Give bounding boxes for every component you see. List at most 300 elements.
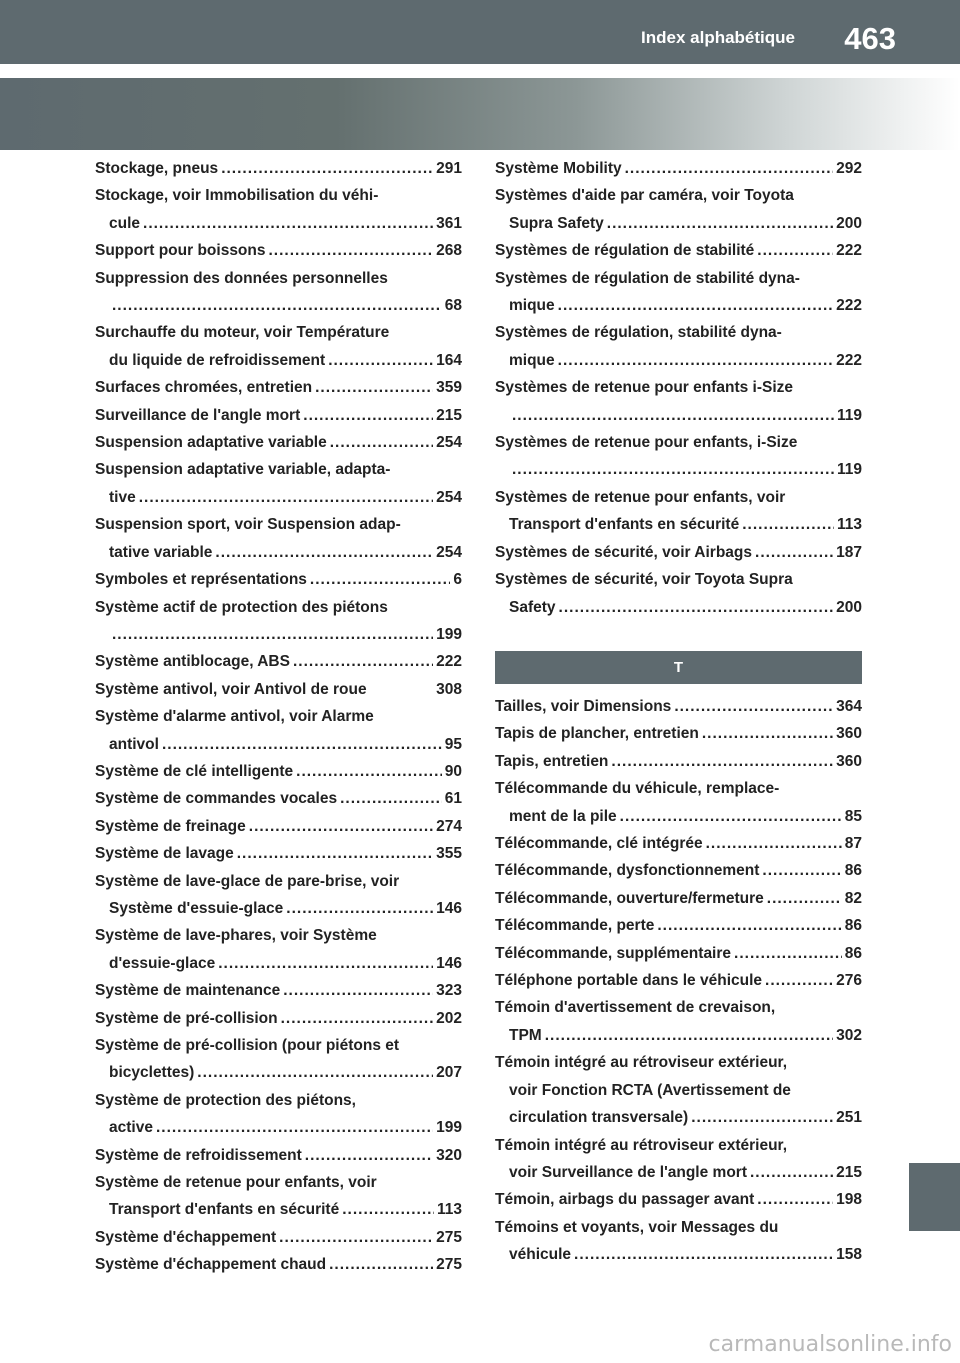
- dot-leader: [237, 840, 433, 867]
- index-entry-text: antivol: [109, 735, 159, 753]
- index-entry: [495, 237, 862, 264]
- index-entry-line: [95, 1114, 462, 1141]
- page-number: 463: [844, 21, 896, 56]
- index-entry-line: [95, 210, 462, 237]
- index-entry-line: Systèmes de retenue pour enfants i-Size: [495, 379, 794, 397]
- dot-leader: [512, 456, 834, 483]
- index-entry-text: Surveillance de l'angle mort: [95, 406, 301, 424]
- index-entry-page: 86: [844, 862, 862, 880]
- index-entry-text: mique: [509, 351, 555, 369]
- index-entry-text: Système d'essuie-glace: [109, 899, 284, 917]
- index-entry: [495, 775, 862, 830]
- index-entry-text: tative variable: [109, 543, 213, 561]
- index-entry-text: Télécommande, supplémentaire: [495, 944, 732, 962]
- dot-leader: [767, 885, 842, 912]
- index-entry-page: 146: [436, 899, 462, 917]
- index-entry-line: Systèmes d'aide par caméra, voir Toyota: [495, 187, 794, 205]
- index-entry-text: Télécommande, clé intégrée: [495, 835, 703, 853]
- section-header-t: T: [495, 651, 862, 684]
- index-entry-line: [95, 840, 462, 867]
- index-entry-page: 202: [436, 1009, 462, 1027]
- index-entry-line: Systèmes de sécurité, voir Toyota Supra: [495, 571, 793, 589]
- index-entry: [495, 748, 862, 775]
- index-entry-page: 364: [836, 698, 862, 715]
- index-entry-line: [495, 830, 862, 857]
- index-entry: [495, 857, 862, 884]
- index-entry-text: Système d'échappement: [95, 1228, 277, 1246]
- index-entry-page: 359: [436, 379, 462, 397]
- index-entry: [495, 1132, 862, 1187]
- index-entry-line: [495, 940, 862, 967]
- index-entry-line: [95, 648, 462, 675]
- index-entry-page: 87: [844, 835, 862, 853]
- index-entry-line: [95, 1251, 462, 1278]
- dot-leader: [281, 1005, 434, 1032]
- index-entry: [95, 237, 462, 264]
- index-entry-text: Système de lavage: [95, 845, 234, 863]
- index-entry-line: Télécommande du véhicule, remplace-: [495, 780, 780, 798]
- index-entry-line: Systèmes de régulation, stabilité dyna-: [495, 324, 782, 342]
- index-entry-text: Transport d'enfants en sécurité: [509, 516, 740, 534]
- index-entry-text: d'essuie-glace: [109, 954, 216, 972]
- index-entry-line: [95, 429, 462, 456]
- index-entry: [495, 319, 862, 374]
- index-entry: [95, 922, 462, 977]
- dot-leader: [755, 539, 833, 566]
- index-entry-line: [495, 748, 862, 775]
- index-entry-text: Télécommande, perte: [495, 917, 655, 935]
- index-entry-line: [495, 1159, 862, 1186]
- dot-leader: [620, 803, 842, 830]
- index-entry-line: [95, 977, 462, 1004]
- index-entry-line: [495, 155, 862, 182]
- dot-leader: [143, 210, 433, 237]
- index-entry: [495, 912, 862, 939]
- index-entry-page: 119: [836, 406, 862, 424]
- index-entry-page: 323: [436, 982, 462, 1000]
- index-entry-page: 6: [453, 571, 462, 589]
- index-entry-line: Systèmes de régulation de stabilité dyna-: [495, 269, 800, 287]
- index-entry: [495, 885, 862, 912]
- dot-leader: [328, 347, 433, 374]
- index-entry-line: [495, 1104, 862, 1131]
- index-entry: [95, 703, 462, 758]
- index-entry: [495, 830, 862, 857]
- index-entry-line: [95, 566, 462, 593]
- index-entry-page: 222: [836, 351, 862, 369]
- index-entry-line: [95, 539, 462, 566]
- index-column-right-bottom: [495, 693, 862, 1269]
- index-entry-page: 361: [436, 214, 462, 232]
- index-entry-page: 119: [836, 461, 862, 479]
- dot-leader: [762, 857, 841, 884]
- index-entry-page: 320: [436, 1146, 462, 1164]
- index-entry: [495, 265, 862, 320]
- index-entry-text: véhicule: [509, 1246, 572, 1264]
- index-entry-line: [95, 676, 462, 703]
- index-entry-line: Témoin d'avertissement de crevaison,: [495, 999, 776, 1017]
- index-entry-line: [495, 1241, 862, 1268]
- dot-leader: [269, 237, 434, 264]
- dot-leader: [734, 940, 842, 967]
- index-entry: [495, 155, 862, 182]
- index-entry-line: Témoins et voyants, voir Messages du: [495, 1218, 779, 1236]
- index-entry-line: [95, 374, 462, 401]
- dot-leader: [329, 1251, 433, 1278]
- index-entry-page: 158: [836, 1246, 862, 1264]
- index-entry-page: 302: [836, 1026, 862, 1044]
- index-entry-line: [495, 402, 862, 429]
- index-entry: [95, 319, 462, 374]
- index-entry: [95, 840, 462, 867]
- index-entry-text: ment de la pile: [509, 807, 617, 825]
- index-entry-page: 251: [836, 1109, 862, 1127]
- dot-leader: [757, 1186, 833, 1213]
- index-entry-line: [495, 720, 862, 747]
- index-entry: [495, 1049, 862, 1131]
- chapter-tab: [909, 1163, 960, 1231]
- dot-leader: [162, 731, 442, 758]
- index-entry-page: 355: [436, 845, 462, 863]
- index-entry: [495, 429, 862, 484]
- index-entry-line: voir Fonction RCTA (Avertissement de: [509, 1081, 791, 1099]
- index-entry-line: Suspension sport, voir Suspension adap-: [95, 516, 401, 534]
- index-entry-line: Système de retenue pour enfants, voir: [95, 1174, 377, 1192]
- dot-leader: [283, 977, 433, 1004]
- index-entry-text: Suspension adaptative variable: [95, 434, 327, 452]
- index-entry: [495, 967, 862, 994]
- dot-leader: [218, 950, 433, 977]
- index-entry-line: Systèmes de retenue pour enfants, voir: [495, 488, 786, 506]
- index-column-right-top: [495, 155, 862, 621]
- dot-leader: [558, 292, 833, 319]
- dot-leader: [286, 895, 433, 922]
- index-entry-text: Système de clé intelligente: [95, 762, 294, 780]
- dot-leader: [757, 237, 833, 264]
- index-entry-page: 215: [836, 1163, 862, 1181]
- dot-leader: [310, 566, 450, 593]
- dot-leader: [249, 813, 433, 840]
- dot-leader: [559, 594, 834, 621]
- dot-leader: [215, 539, 433, 566]
- index-entry-text: du liquide de refroidissement: [109, 351, 326, 369]
- index-entry-line: [95, 402, 462, 429]
- index-entry-page: 360: [836, 725, 862, 743]
- watermark: carmanualsonline.info: [708, 1332, 952, 1357]
- index-entry-page: 199: [436, 1119, 462, 1137]
- index-entry-page: 276: [836, 972, 862, 990]
- index-entry: [95, 511, 462, 566]
- dot-leader: [625, 155, 834, 182]
- index-entry: [95, 429, 462, 456]
- dot-leader: [139, 484, 433, 511]
- index-entry-page: 207: [436, 1064, 462, 1082]
- index-entry-page: 254: [436, 488, 462, 506]
- index-entry-page: 85: [844, 807, 862, 825]
- dot-leader: [342, 1196, 434, 1223]
- index-entry: [495, 374, 862, 429]
- index-entry: [495, 1214, 862, 1269]
- index-entry-line: [495, 347, 862, 374]
- index-entry-line: Témoin intégré au rétroviseur extérieur,: [495, 1136, 788, 1154]
- index-entry-line: [95, 731, 462, 758]
- index-entry-page: 275: [436, 1228, 462, 1246]
- index-entry-page: 61: [444, 790, 462, 808]
- index-entry-line: [495, 539, 862, 566]
- dot-leader: [330, 429, 433, 456]
- index-entry-text: Système de maintenance: [95, 982, 281, 1000]
- index-entry-text: Stockage, pneus: [95, 160, 219, 177]
- index-entry-page: 90: [444, 762, 462, 780]
- index-entry-line: [95, 155, 462, 182]
- index-entry-text: Safety: [509, 598, 556, 616]
- index-entry-text: tive: [109, 488, 136, 506]
- index-entry-line: Surchauffe du moteur, voir Température: [95, 324, 390, 342]
- dot-leader: [293, 648, 433, 675]
- index-entry-text: active: [109, 1119, 153, 1137]
- index-entry-text: Système de freinage: [95, 817, 246, 835]
- index-entry-page: 268: [436, 242, 462, 260]
- index-entry-text: Système de commandes vocales: [95, 790, 338, 808]
- index-entry-page: 292: [836, 160, 862, 177]
- index-entry-text: Support pour boissons: [95, 242, 266, 260]
- index-entry-line: [495, 456, 862, 483]
- index-entry-page: 222: [836, 242, 862, 260]
- index-entry-text: circulation transversale): [509, 1109, 689, 1127]
- index-entry-line: [95, 1142, 462, 1169]
- index-entry-text: Système d'échappement chaud: [95, 1256, 327, 1274]
- index-entry: [95, 1087, 462, 1142]
- index-entry-line: [495, 857, 862, 884]
- page-title: Index alphabétique: [641, 28, 795, 47]
- index-entry: [95, 1032, 462, 1087]
- dot-leader: [691, 1104, 833, 1131]
- index-entry: [95, 868, 462, 923]
- index-entry-line: [495, 885, 862, 912]
- dot-leader: [303, 402, 433, 429]
- index-entry-line: [495, 1022, 862, 1049]
- index-entry-page: 198: [836, 1191, 862, 1209]
- index-entry-line: Système de pré-collision (pour piétons et: [95, 1037, 400, 1054]
- index-entry-line: [495, 237, 862, 264]
- index-entry: [95, 676, 462, 703]
- index-entry-page: 308: [436, 680, 462, 698]
- index-entry-text: Télécommande, ouverture/fermeture: [495, 889, 764, 907]
- index-entry-line: [495, 803, 862, 830]
- dot-leader: [296, 758, 442, 785]
- index-entry-page: 291: [436, 160, 462, 177]
- index-entry: [495, 720, 862, 747]
- dot-leader: [112, 292, 442, 319]
- dot-leader: [221, 155, 433, 182]
- dot-leader: [340, 785, 442, 812]
- index-entry: [95, 155, 462, 182]
- index-entry-line: Systèmes de retenue pour enfants, i-Size: [495, 434, 798, 452]
- index-entry-text: Système Mobility: [495, 160, 622, 177]
- dot-leader: [750, 1159, 833, 1186]
- index-entry-page: 222: [836, 297, 862, 315]
- index-entry-page: 113: [436, 1201, 462, 1219]
- dot-leader: [657, 912, 841, 939]
- dot-leader: [574, 1241, 833, 1268]
- index-entry-line: [95, 347, 462, 374]
- dot-leader: [558, 347, 833, 374]
- index-entry-line: [495, 1186, 862, 1213]
- index-entry: [95, 594, 462, 649]
- decorative-gradient-band: [0, 78, 960, 150]
- index-entry: [95, 402, 462, 429]
- index-entry: [495, 566, 862, 621]
- index-entry-page: 146: [436, 954, 462, 972]
- index-entry: [495, 182, 862, 237]
- index-entry-page: 82: [844, 889, 862, 907]
- index-entry-line: [95, 1224, 462, 1251]
- index-entry-line: [95, 1005, 462, 1032]
- dot-leader: [197, 1059, 433, 1086]
- index-entry: [95, 374, 462, 401]
- index-entry-line: [495, 693, 862, 720]
- index-entry-page: 164: [436, 351, 462, 369]
- index-entry: [95, 813, 462, 840]
- index-entry-page: 274: [436, 817, 462, 835]
- index-entry: [495, 1186, 862, 1213]
- index-entry-text: Système de pré-collision: [95, 1009, 278, 1027]
- index-entry-text: bicyclettes): [109, 1064, 195, 1082]
- index-column-left: [95, 155, 462, 1279]
- dot-leader: [765, 967, 833, 994]
- index-entry-text: Supra Safety: [509, 214, 604, 232]
- index-entry: [95, 1224, 462, 1251]
- index-entry-line: Système d'alarme antivol, voir Alarme: [95, 708, 374, 726]
- index-entry: [95, 456, 462, 511]
- index-entry-text: TPM: [509, 1026, 542, 1044]
- index-entry: [95, 1169, 462, 1224]
- index-entry-line: Suspension adaptative variable, adapta-: [95, 461, 391, 479]
- index-entry-line: [495, 594, 862, 621]
- dot-leader: [611, 748, 833, 775]
- index-entry-page: 215: [436, 406, 462, 424]
- index-entry-text: Tapis, entretien: [495, 752, 609, 770]
- index-entry: [95, 758, 462, 785]
- index-entry-line: [495, 292, 862, 319]
- index-entry-page: 68: [444, 297, 462, 315]
- index-entry: [95, 1142, 462, 1169]
- index-entry-page: 254: [436, 434, 462, 452]
- index-entry-line: Système de protection des piétons,: [95, 1091, 356, 1109]
- dot-leader: [315, 374, 433, 401]
- index-entry-line: [95, 292, 462, 319]
- index-entry-line: [95, 1196, 462, 1223]
- index-entry: [95, 648, 462, 675]
- index-entry-text: Système antivol, voir Antivol de roue: [95, 680, 367, 698]
- index-entry: [95, 566, 462, 593]
- index-entry-text: Témoin, airbags du passager avant: [495, 1191, 755, 1209]
- index-entry-text: Systèmes de sécurité, voir Airbags: [495, 543, 753, 561]
- dot-leader: [279, 1224, 433, 1251]
- index-entry-line: Stockage, voir Immobilisation du véhi-: [95, 187, 379, 205]
- index-entry-line: [95, 950, 462, 977]
- dot-leader: [156, 1114, 433, 1141]
- dot-leader: [512, 402, 834, 429]
- index-entry-line: [95, 1059, 462, 1086]
- index-entry: [95, 265, 462, 320]
- index-entry: [495, 484, 862, 539]
- index-entry-text: Surfaces chromées, entretien: [95, 379, 313, 397]
- index-entry-text: Téléphone portable dans le véhicule: [495, 972, 763, 990]
- index-entry-line: [95, 237, 462, 264]
- index-entry-line: [95, 895, 462, 922]
- index-entry: [95, 1251, 462, 1278]
- index-entry-text: Tailles, voir Dimensions: [495, 698, 672, 715]
- index-entry-text: Système de refroidissement: [95, 1146, 302, 1164]
- index-entry-line: [495, 967, 862, 994]
- index-entry-page: 275: [436, 1256, 462, 1274]
- index-entry: [95, 785, 462, 812]
- dot-leader: [112, 621, 433, 648]
- dot-leader: [674, 693, 833, 720]
- dot-leader: [607, 210, 833, 237]
- index-entry-line: Système actif de protection des piétons: [95, 598, 388, 616]
- index-entry-text: Symboles et représentations: [95, 571, 307, 589]
- index-entry-line: Système de lave-glace de pare-brise, voir: [95, 872, 400, 890]
- index-entry-text: Systèmes de régulation de stabilité: [495, 242, 755, 260]
- index-entry: [95, 1005, 462, 1032]
- index-entry-line: Témoin intégré au rétroviseur extérieur,: [495, 1054, 788, 1072]
- dot-leader: [742, 511, 834, 538]
- index-entry-text: Tapis de plancher, entretien: [495, 725, 699, 743]
- index-entry-line: [495, 912, 862, 939]
- index-entry-line: [495, 210, 862, 237]
- index-entry-page: 187: [836, 543, 862, 561]
- index-entry-page: 200: [836, 214, 862, 232]
- index-entry: [495, 539, 862, 566]
- dot-leader: [545, 1022, 833, 1049]
- index-entry-line: [95, 621, 462, 648]
- index-entry-text: mique: [509, 297, 555, 315]
- index-entry: [495, 940, 862, 967]
- index-entry-line: [495, 511, 862, 538]
- index-entry: [495, 693, 862, 720]
- index-entry-page: 86: [844, 917, 862, 935]
- index-entry-page: 95: [444, 735, 462, 753]
- dot-leader: [706, 830, 842, 857]
- index-entry-line: [95, 785, 462, 812]
- index-entry-page: 200: [836, 598, 862, 616]
- index-entry-line: Suppression des données personnelles: [95, 269, 388, 287]
- index-entry-text: Télécommande, dysfonctionnement: [495, 862, 760, 880]
- dot-leader: [702, 720, 833, 747]
- index-entry-page: 199: [436, 625, 462, 643]
- index-entry: [95, 977, 462, 1004]
- index-entry: [95, 182, 462, 237]
- index-entry-line: [95, 484, 462, 511]
- index-entry-page: 86: [844, 944, 862, 962]
- index-entry-text: voir Surveillance de l'angle mort: [509, 1163, 747, 1181]
- index-entry-line: [95, 813, 462, 840]
- index-entry-page: 360: [836, 752, 862, 770]
- index-entry-text: Transport d'enfants en sécurité: [109, 1201, 340, 1219]
- index-entry-text: cule: [109, 214, 141, 232]
- index-entry-page: 222: [436, 653, 462, 671]
- index-entry-page: 254: [436, 543, 462, 561]
- index-entry-line: Système de lave-phares, voir Système: [95, 927, 377, 945]
- index-entry-page: 113: [836, 516, 862, 534]
- index-entry: [495, 994, 862, 1049]
- dot-leader: [305, 1142, 433, 1169]
- index-entry-line: [95, 758, 462, 785]
- header-bar: [0, 0, 960, 64]
- index-entry-text: Système antiblocage, ABS: [95, 653, 290, 671]
